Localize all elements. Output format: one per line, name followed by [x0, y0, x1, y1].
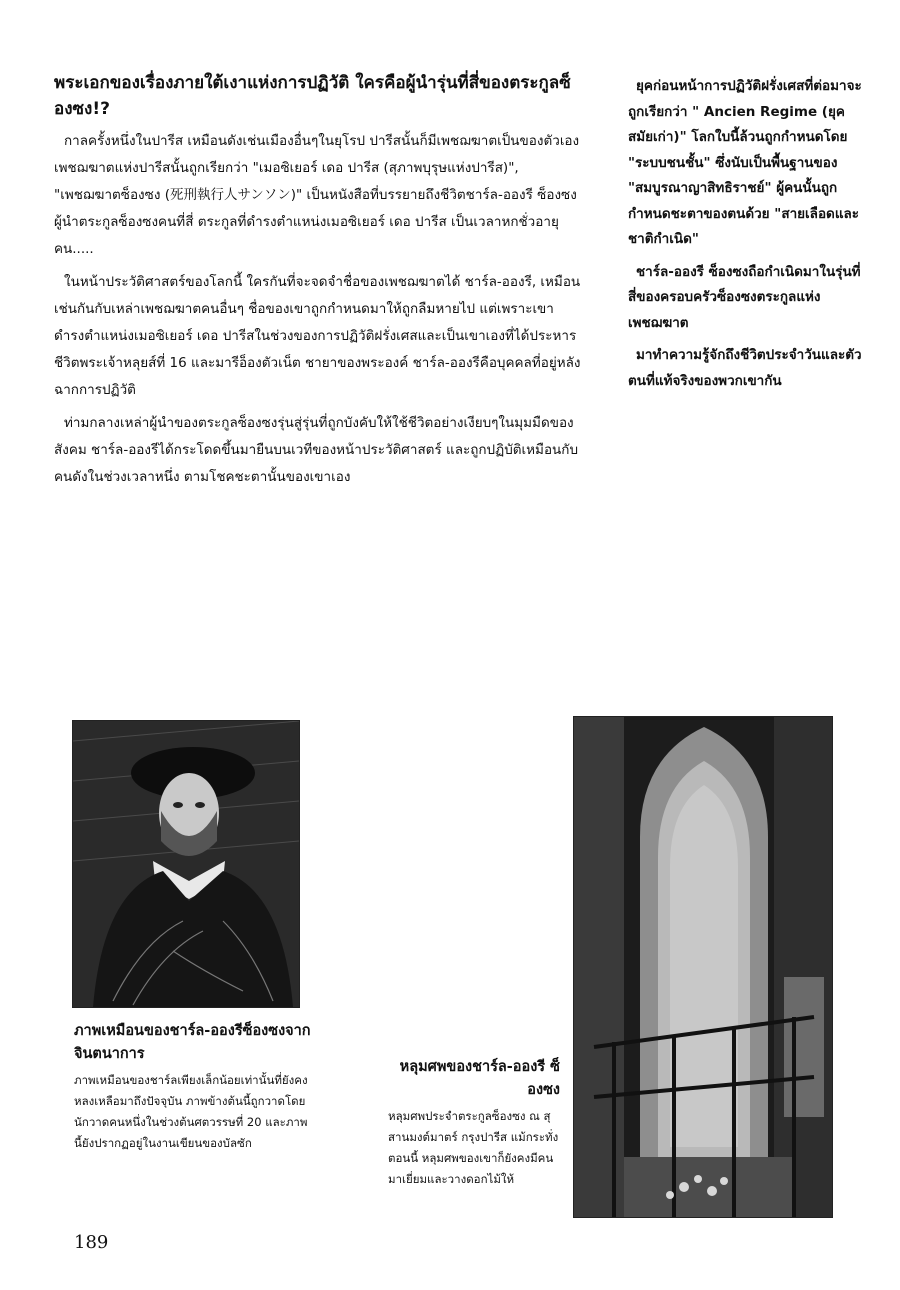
portrait-illustration	[72, 720, 300, 1008]
portrait-caption-title: ภาพเหมือนของชาร์ล-อองรีซ็องซงจากจินตนาการ	[74, 1023, 311, 1062]
portrait-caption-body: ภาพเหมือนของชาร์ลเพียงเล็กน้อยเท่านั้นที่ยังคงหลงเหลือมาถึงปัจจุบัน ภาพข้างต้นนี้ถูกวาดโดยนักวาดคนหนึ่งในช่วงต้นศตวรรษที่ 20 และภาพนี้ยังปรากฏอยู่ในงานเขียนของบัลซัก	[74, 1073, 308, 1150]
page-number: 189	[74, 1232, 109, 1253]
body-paragraph: กาลครั้งหนึ่งในปารีส เหมือนดังเช่นเมืองอื่นๆในยุโรป ปารีสนั้นก็มีเพชฌฆาตเป็นของตัวเอง เพชฌฆาตแห่งปารีสนั้นถูกเรียกว่า "เมอซิเยอร์ เดอ ปารีส (สุภาพบุรุษแห่งปารีส)", "เพชฌฆาตซ็องซง (死刑執行人サンソン)" เป็นหนังสือที่บรรยายถึงชีวิตชาร์ล-อองรี ซ็องซง ผู้นำตระกูลซ็องซงคนที่สี่ ตระกูลที่ดำรงตำแหน่งเมอซิเยอร์ เดอ ปารีส เป็นเวลาหกชั่วอายุคน.....	[54, 133, 580, 257]
body-paragraph: ในหน้าประวัติศาสตร์ของโลกนี้ ใครกันที่จะจดจำชื่อของเพชฌฆาตได้ ชาร์ล-อองรี, เหมือนเช่นกันกับเหล่าเพชฌฆาตคนอื่นๆ ชื่อของเขาถูกกำหนดมาให้ถูกลืมหายไป แต่เพราะเขาดำรงตำแหน่งเมอซิเยอร์ เดอ ปารีสในช่วงของการปฏิวัติฝรั่งเศสและเป็นเขาเองที่ได้ประหารชีวิตพระเจ้าหลุยส์ที่ 16 และมารีอ็องตัวเน็ต ชายาของพระองค์ ชาร์ล-อองรีคือบุคคลที่อยู่หลังฉากการปฏิวัติ	[54, 274, 581, 398]
sidebar-paragraph: ชาร์ล-อองรี ซ็องซงถือกำเนิดมาในรุ่นที่สี่ของครอบครัวซ็องซงตระกูลแห่งเพชฌฆาต	[628, 263, 861, 331]
grave-photograph	[573, 716, 833, 1218]
sidebar-paragraph: ยุคก่อนหน้าการปฏิวัติฝรั่งเศสที่ต่อมาจะถูกเรียกว่า " Ancien Regime (ยุคสมัยเก่า)" โลกใบนี้ล้วนถูกกำหนดโดย "ระบบชนชั้น" ซึ่งนับเป็นพื้นฐานของ "สมบูรณาญาสิทธิราชย์" ผู้คนนั้นถูกกำหนดชะตาของตนด้วย "สายเลือดและชาติกำเนิด"	[628, 78, 862, 247]
main-body-column	[54, 128, 584, 497]
grave-caption	[388, 1056, 560, 1190]
article-heading: พระเอกของเรื่องภายใต้เงาแห่งการปฏิวัติ ใครคือผู้นำรุ่นที่สี่ของตระกูลซ็องซง!?	[54, 73, 571, 119]
sidebar-paragraph: มาทำความรู้จักถึงชีวิตประจำวันและตัวตนที่แท้จริงของพวกเขากัน	[628, 347, 862, 389]
portrait-caption	[74, 1020, 314, 1154]
grave-caption-title: หลุมศพของชาร์ล-อองรี ซ็องซง	[399, 1059, 560, 1098]
grave-caption-body: หลุมศพประจำตระกูลซ็องซง ณ สุสานมงต์มาตร์ กรุงปารีส แม้กระทั่งตอนนี้ หลุมศพของเขาก็ยังคงมีคนมาเยี่ยมและวางดอกไม้ให้	[388, 1109, 559, 1186]
body-paragraph: ท่ามกลางเหล่าผู้นำของตระกูลซ็องซงรุ่นสู่รุ่นที่ถูกบังคับให้ใช้ชีวิตอย่างเงียบๆในมุมมืดของสังคม ชาร์ล-อองรีได้กระโดดขึ้นมายืนบนเวทีของหน้าประวัติศาสตร์ และถูกปฏิบัติเหมือนกับคนดังในช่วงเวลาหนึ่ง ตามโชคชะตานั้นของเขาเอง	[54, 415, 579, 485]
sidebar-column	[628, 74, 868, 401]
